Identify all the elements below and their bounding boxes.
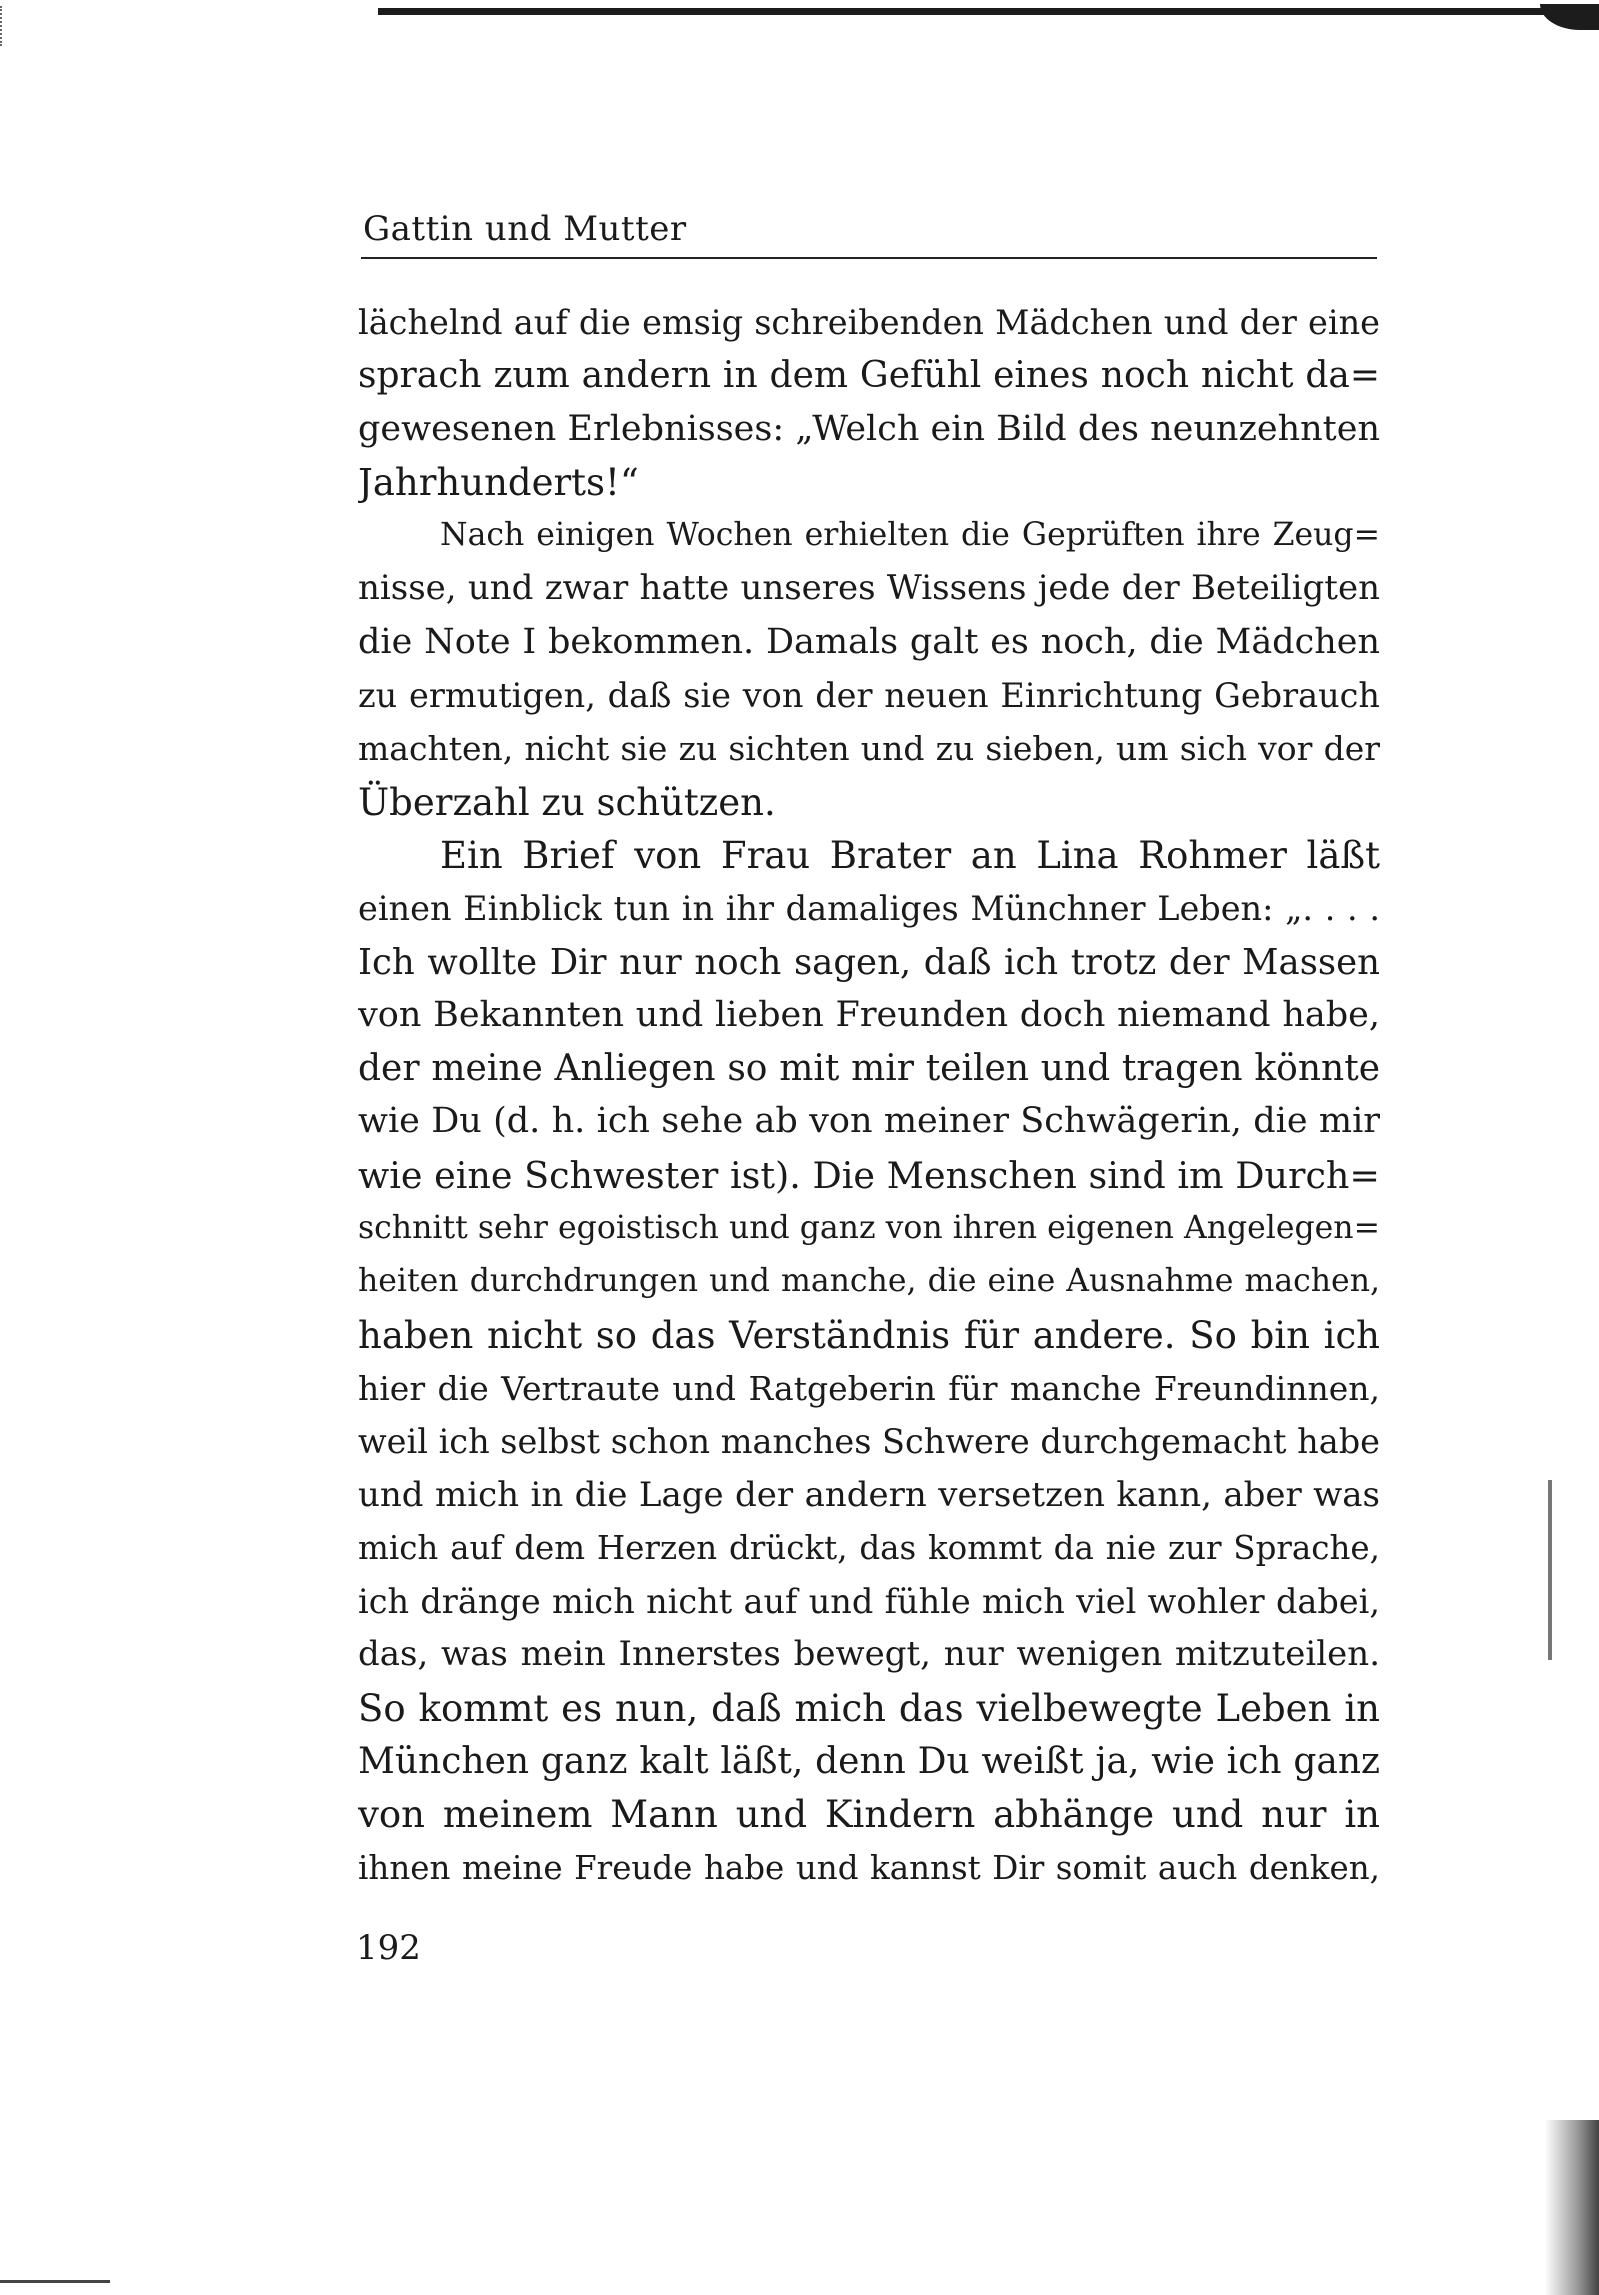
- running-head: [361, 205, 1377, 259]
- text-line: das, was mein Innerstes bewegt, nur wenigen mitzuteilen.: [358, 1634, 1380, 1675]
- running-head-title: Gattin und Mutter: [363, 209, 687, 249]
- text-line: schnitt sehr egoistisch und ganz von ihren eigenen Angelegen=: [358, 1210, 1380, 1247]
- text-line: weil ich selbst schon manches Schwere durchgemacht habe: [358, 1422, 1380, 1462]
- text-line: ihnen meine Freude habe und kannst Dir somit auch denken,: [358, 1848, 1380, 1887]
- scan-corner-mark: [0, 6, 8, 46]
- text-line: Überzahl zu schützen.: [358, 780, 776, 824]
- page-number: 192: [356, 1928, 421, 1968]
- top-scan-rule: [378, 8, 1568, 15]
- text-line: der meine Anliegen so mit mir teilen und tragen könnte: [358, 1048, 1380, 1090]
- text-line: gewesenen Erlebnisses: „Welch ein Bild des neunzehnten: [358, 408, 1380, 449]
- text-line: ich dränge mich nicht auf und fühle mich viel wohler dabei,: [358, 1582, 1380, 1622]
- text-line: einen Einblick tun in ihr damaliges Münchner Leben: „. . . .: [358, 889, 1380, 929]
- text-line: So kommt es nun, daß mich das vielbewegte Leben in: [358, 1686, 1380, 1730]
- text-line: wie eine Schwester ist). Die Menschen sind im Durch=: [358, 1153, 1380, 1197]
- text-line: sprach zum andern in dem Gefühl eines noch nicht da=: [358, 355, 1380, 397]
- scan-edge-mark: [1548, 1480, 1552, 1660]
- text-line: wie Du (d. h. ich sehe ab von meiner Schwägerin, die mir: [358, 1101, 1380, 1142]
- text-line: Ein Brief von Frau Brater an Lina Rohmer läßt: [440, 833, 1380, 877]
- text-line: von meinem Mann und Kindern abhänge und nur in: [358, 1793, 1380, 1837]
- text-line: machten, nicht sie zu sichten und zu sieben, um sich vor der: [358, 729, 1380, 769]
- text-line: hier die Vertraute und Ratgeberin für manche Freundinnen,: [358, 1368, 1380, 1408]
- text-line: von Bekannten und lieben Freunden doch niemand habe,: [358, 994, 1380, 1035]
- text-line: die Note I bekommen. Damals galt es noch, die Mädchen: [358, 621, 1380, 662]
- scan-edge-shadow: [1545, 2120, 1599, 2295]
- body-text: [358, 296, 1380, 1895]
- text-line: zu ermutigen, daß sie von der neuen Einrichtung Gebrauch: [358, 676, 1380, 716]
- scan-edge-mark-bottom: [0, 2280, 110, 2283]
- text-line: haben nicht so das Verständnis für andere. So bin ich: [358, 1313, 1380, 1357]
- text-line: Nach einigen Wochen erhielten die Geprüften ihre Zeug=: [440, 517, 1380, 554]
- text-line: nisse, und zwar hatte unseres Wissens jede der Beteiligten: [358, 568, 1380, 609]
- text-line: mich auf dem Herzen drückt, das kommt da nie zur Sprache,: [358, 1528, 1380, 1567]
- text-line: München ganz kalt läßt, denn Du weißt ja, wie ich ganz: [358, 1741, 1380, 1783]
- text-line: lächelnd auf die emsig schreibenden Mädchen und der eine: [358, 303, 1380, 342]
- text-line: und mich in die Lage der andern versetzen kann, aber was: [358, 1474, 1380, 1515]
- text-line: Ich wollte Dir nur noch sagen, daß ich trotz der Massen: [358, 941, 1380, 983]
- text-line: heiten durchdrungen und manche, die eine Ausnahme machen,: [358, 1263, 1380, 1300]
- text-line: Jahrhunderts!“: [358, 460, 639, 504]
- top-scan-rule-end: [1540, 4, 1599, 30]
